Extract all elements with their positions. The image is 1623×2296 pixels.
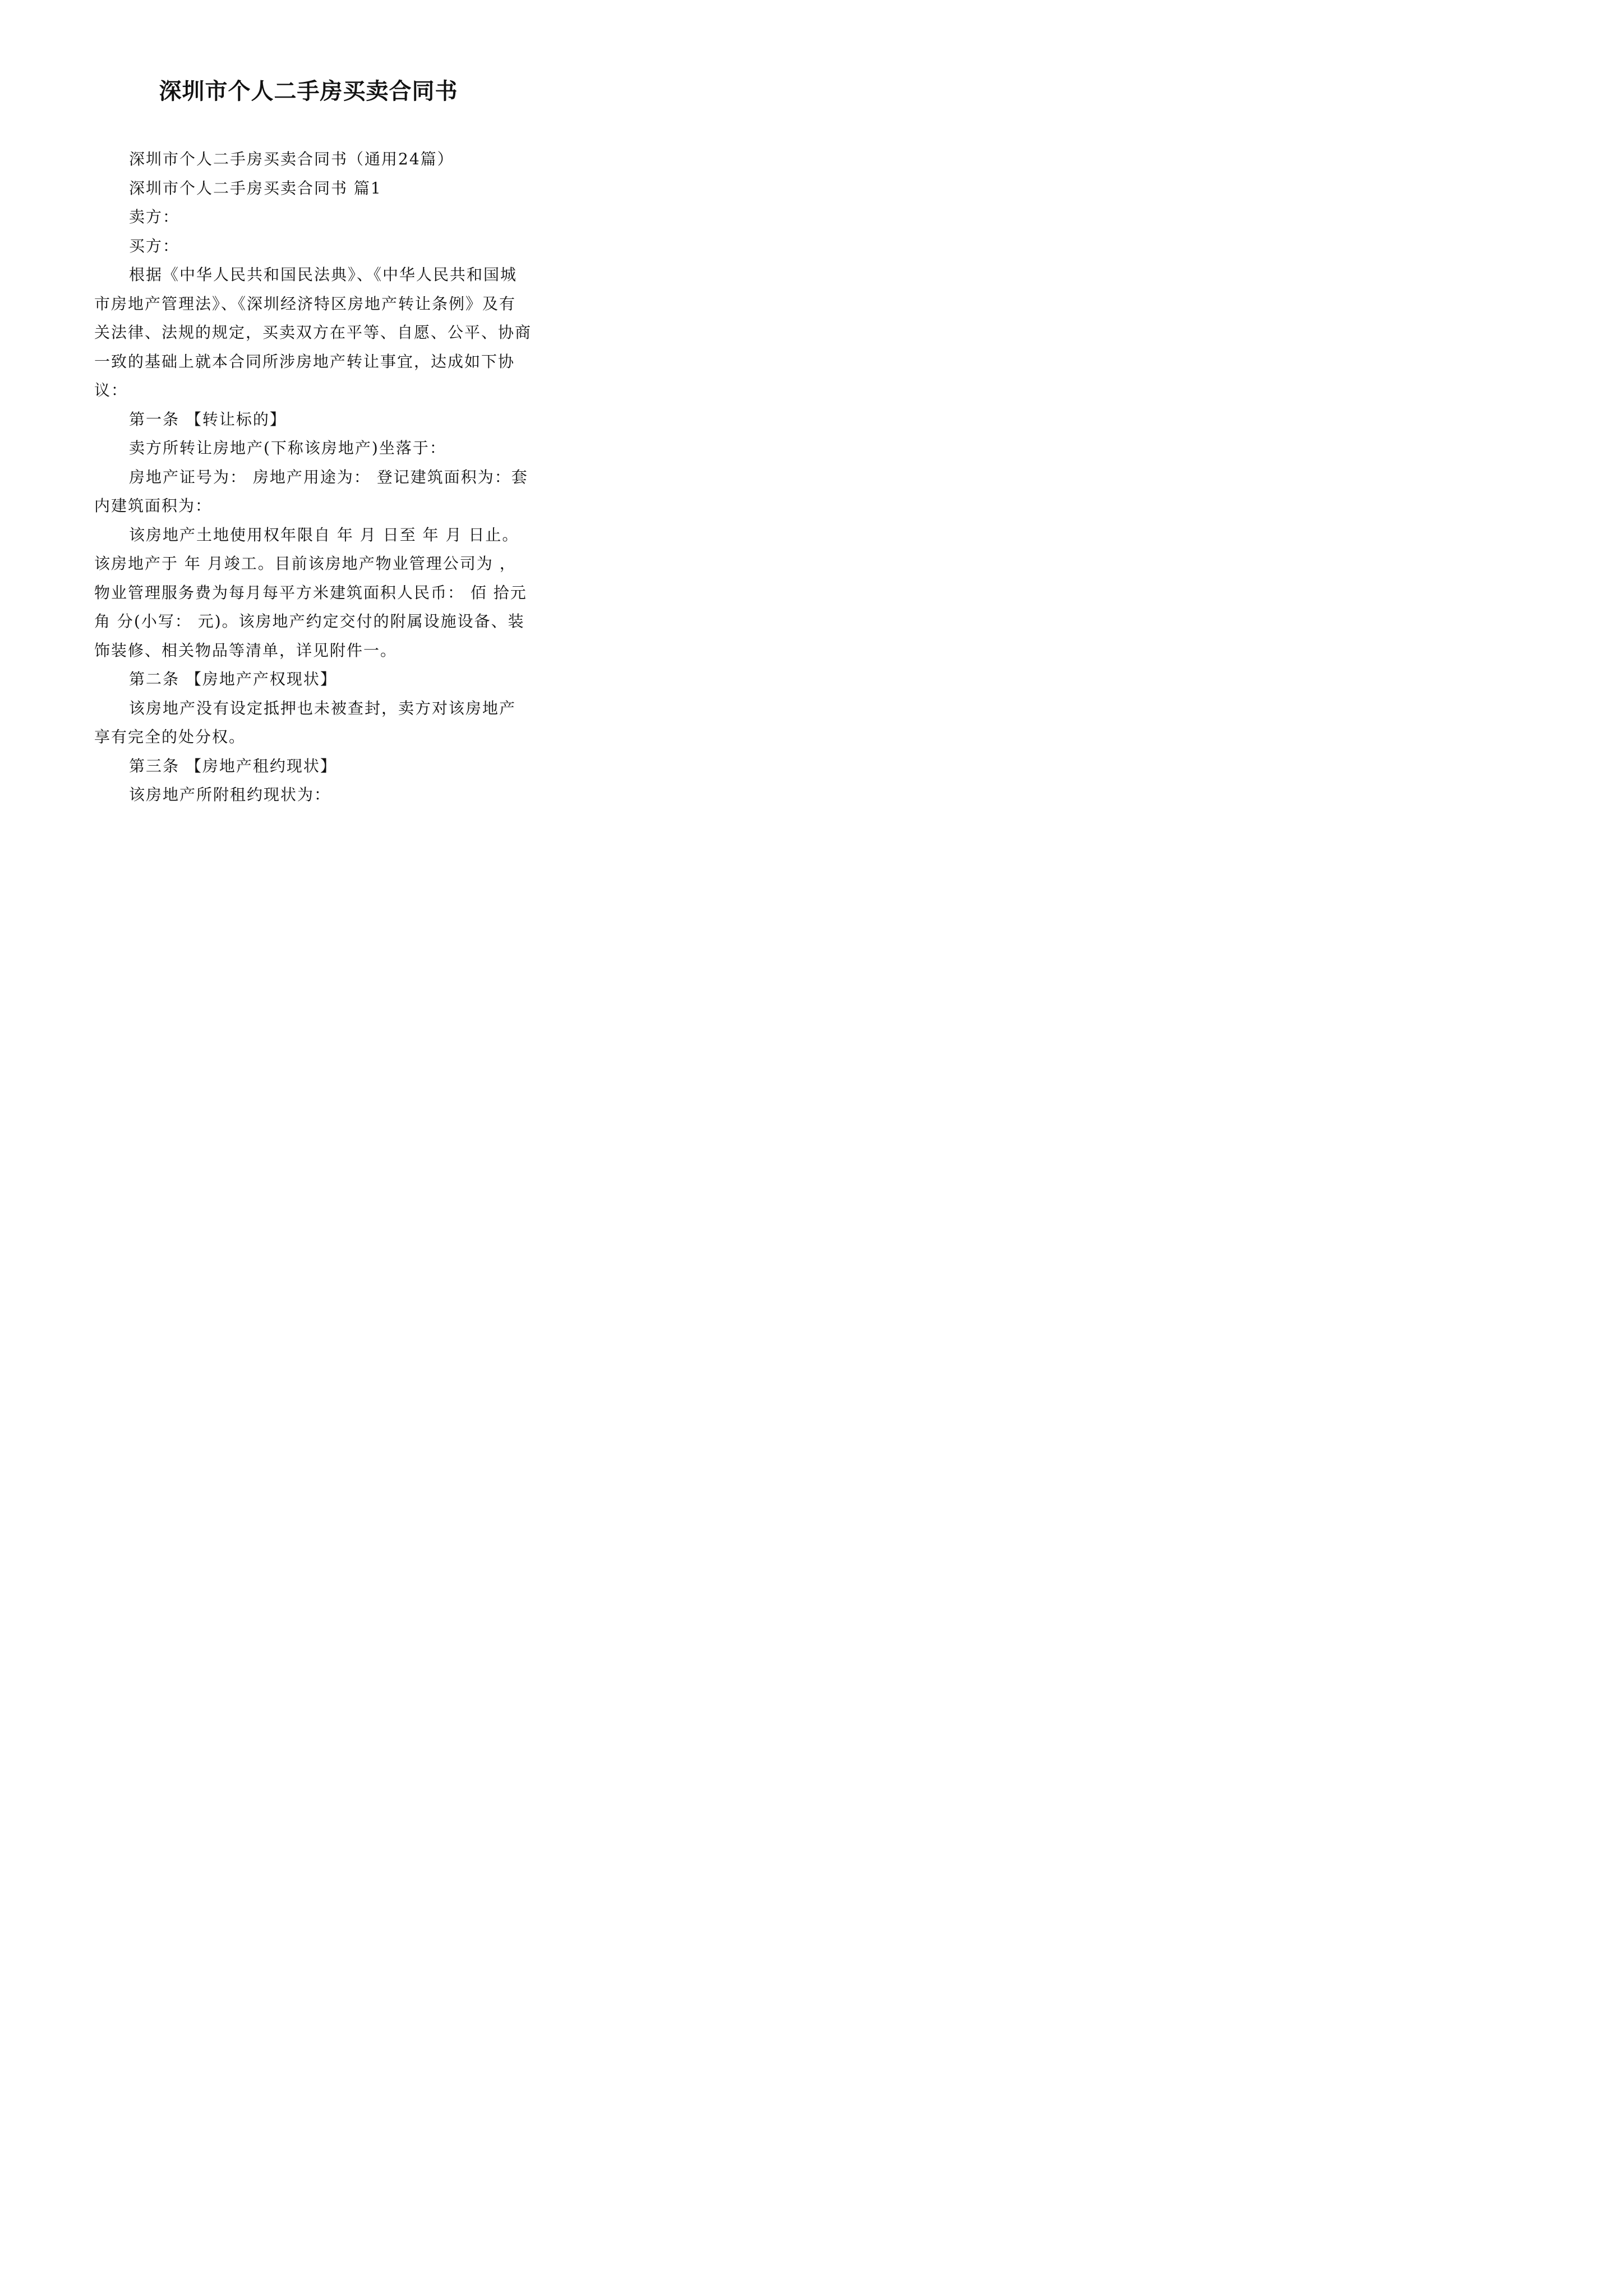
section-heading: 深圳市个人二手房买卖合同书 篇1	[129, 178, 382, 197]
document-page	[0, 0, 617, 873]
article-1-details: 该房地产土地使用权年限自 年 月 日至 年 月 日止。该房地产于 年 月竣工。目前该房地产物业管理公司为 ，物业管理服务费为每月每平方米建筑面积人民币： 佰 拾元 角 分(小写： 元)。该房地产约定交付的附属设施设备、装饰装修、相关物品等清单，详见附件一。	[94, 525, 533, 660]
article-1-certificate: 房地产证号为： 房地产用途为： 登记建筑面积为：套内建筑面积为：	[94, 467, 528, 515]
document-body	[94, 145, 532, 809]
seller-line: 卖方：	[129, 208, 180, 226]
article-1-location: 卖方所转让房地产(下称该房地产)坐落于：	[129, 439, 446, 457]
article-3-heading: 第三条 【房地产租约现状】	[129, 756, 337, 775]
article-3-text: 该房地产所附租约现状为：	[129, 785, 331, 804]
document-title: 深圳市个人二手房买卖合同书	[159, 78, 458, 104]
article-1-heading: 第一条 【转让标的】	[129, 409, 287, 429]
article-2-text: 该房地产没有设定抵押也未被查封，卖方对该房地产享有完全的处分权。	[94, 698, 517, 746]
subtitle-paragraph: 深圳市个人二手房买卖合同书（通用24篇）	[129, 150, 454, 168]
buyer-line: 买方：	[129, 236, 180, 255]
article-2-heading: 第二条 【房地产产权现状】	[129, 670, 337, 688]
preamble-paragraph: 根据《中华人民共和国民法典》、《中华人民共和国城市房地产管理法》、《深圳经济特区房地产转让条例》及有关法律、法规的规定，买卖双方在平等、自愿、公平、协商一致的基础上就本合同所涉房地产转让事宜，达成如下协议：	[94, 265, 532, 399]
